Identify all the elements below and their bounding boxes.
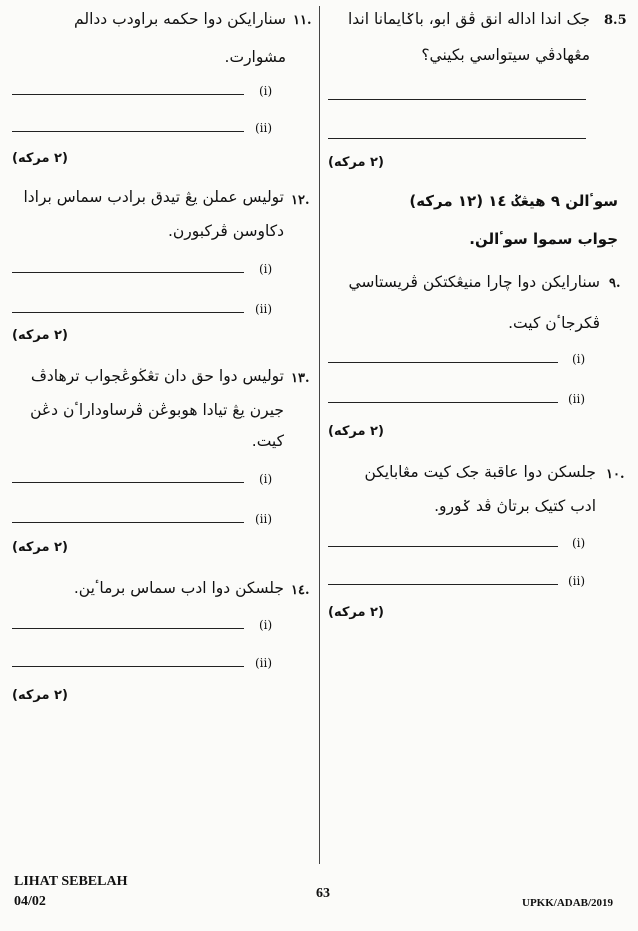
option-label: (i) bbox=[259, 262, 273, 276]
answer-line bbox=[12, 272, 244, 273]
answer-line bbox=[12, 522, 244, 523]
page-number: 63 bbox=[316, 886, 330, 901]
answer-line bbox=[12, 628, 244, 629]
answer-line bbox=[12, 131, 244, 132]
section-heading: سوٴالن ٩ هيڠݢ ١٤ (١٢ مرکه) bbox=[409, 192, 618, 210]
question-number: 8.5 bbox=[604, 13, 627, 28]
marks-label: (٢ مرکه) bbox=[328, 155, 384, 170]
answer-line bbox=[12, 482, 244, 483]
question-9-line2: ڤکرجاٴن کيت. bbox=[508, 314, 600, 332]
option-label: (i) bbox=[572, 536, 586, 550]
answer-line bbox=[328, 99, 586, 100]
question-number: ١٢. bbox=[291, 193, 310, 208]
question-12-line2: دکاوسن ڤرکبورن. bbox=[167, 222, 284, 240]
answer-line bbox=[328, 138, 586, 139]
question-12-line1: توليس عملن يڠ تيدق برادب سماس برادا bbox=[23, 188, 284, 206]
marks-label: (٢ مرکه) bbox=[12, 540, 68, 555]
next-page-label: LIHAT SEBELAH bbox=[14, 874, 128, 889]
section-instruction: جواب سموا سوٴالن. bbox=[469, 230, 618, 248]
marks-label: (٢ مرکه) bbox=[328, 605, 384, 620]
exam-code: UPKK/ADAB/2019 bbox=[522, 897, 614, 909]
question-13-line1: توليس دوا حق دان تڠڬوڠجواب ترهادڤ bbox=[30, 367, 284, 385]
column-divider bbox=[319, 6, 320, 864]
marks-label: (٢ مرکه) bbox=[12, 151, 68, 166]
option-label: (i) bbox=[259, 84, 273, 98]
option-label: (ii) bbox=[255, 302, 273, 316]
question-9-line1: سنارايکن دوا چارا منيڠکتکن ڤريستاسي bbox=[348, 273, 600, 291]
question-13-line3: کيت. bbox=[251, 432, 284, 450]
marks-label: (٢ مرکه) bbox=[328, 424, 384, 439]
question-14-line1: جلسکن دوا ادب سماس برماٴين. bbox=[73, 579, 284, 597]
question-number: ١٣. bbox=[291, 371, 310, 386]
question-number: ١١. bbox=[293, 13, 312, 28]
question-11-line1: سنارايکن دوا حکمه براودب ددالم bbox=[74, 10, 286, 28]
question-10-line2: ادب کتيک برتاڽ ڤد ݢورو. bbox=[434, 497, 596, 515]
option-label: (i) bbox=[259, 472, 273, 486]
answer-line bbox=[12, 666, 244, 667]
marks-label: (٢ مرکه) bbox=[12, 688, 68, 703]
answer-line bbox=[328, 546, 558, 547]
answer-line bbox=[328, 584, 558, 585]
question-number: ١٤. bbox=[291, 583, 310, 598]
question-number: ١٠. bbox=[606, 467, 625, 482]
option-label: (i) bbox=[572, 352, 586, 366]
answer-line bbox=[328, 362, 558, 363]
option-label: (i) bbox=[259, 618, 273, 632]
question-10-line1: جلسکن دوا عاقبة جک کيت مڠابايکن bbox=[364, 463, 596, 481]
answer-line bbox=[328, 402, 558, 403]
question-8-5-line1: جک اندا اداله انق ڤق ابو، باݢايمانا اندا bbox=[347, 10, 590, 28]
answer-line bbox=[12, 94, 244, 95]
marks-label: (٢ مرکه) bbox=[12, 328, 68, 343]
question-13-line2: جيرن يڠ تيادا هوبوڠن ڤرساوداراٴن دڠن bbox=[30, 401, 284, 419]
option-label: (ii) bbox=[255, 656, 273, 670]
option-label: (ii) bbox=[568, 392, 586, 406]
question-number: ٩. bbox=[609, 276, 621, 291]
paper-code: 04/02 bbox=[14, 894, 46, 909]
option-label: (ii) bbox=[255, 121, 273, 135]
question-11-line2: مشوارت. bbox=[224, 48, 286, 66]
question-8-5-line2: مڠهادڤي سيتواسي بکيني؟ bbox=[421, 46, 590, 64]
option-label: (ii) bbox=[568, 574, 586, 588]
answer-line bbox=[12, 312, 244, 313]
option-label: (ii) bbox=[255, 512, 273, 526]
